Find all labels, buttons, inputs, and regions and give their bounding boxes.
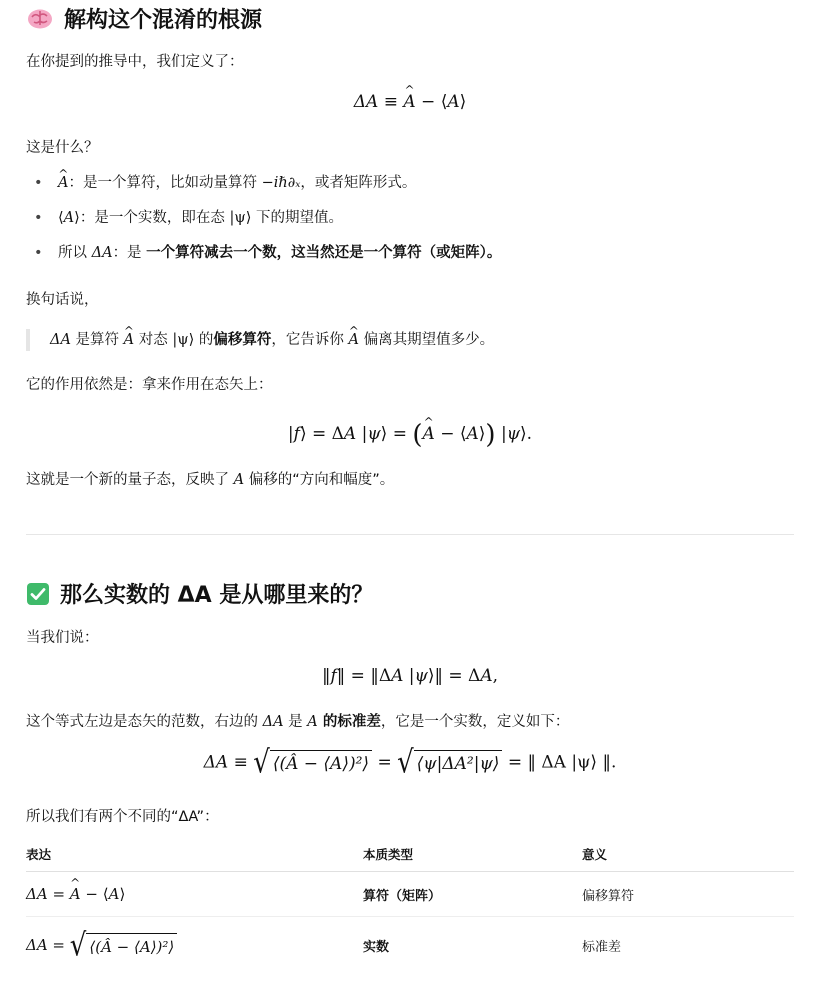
cell-meaning: 标准差 (582, 940, 622, 956)
table-row (26, 872, 794, 917)
state-ket: |ψ⟩ (229, 210, 252, 226)
section1-heading (26, 3, 262, 34)
blockquote: ΔA 是算符 A ^ 对态 |ψ⟩ 的偏移算符，它告诉你 A ^ 偏离其期望值多少。 (26, 329, 794, 351)
list-item: • 所以 ΔA：是 一个算符减去一个数，这当然还是一个算符（或矩阵）。 (26, 242, 794, 264)
brain-icon (26, 7, 54, 31)
section2-intro: 当我们说： (26, 630, 99, 646)
section2-heading (26, 578, 373, 609)
sqrt-expression: √ ⟨(Â − ⟨A⟩)²⟩ (253, 750, 372, 776)
two-types-text: 所以我们有两个不同的“ΔA”： (26, 809, 219, 825)
action-text: 它的作用依然是：拿来作用在态矢上： (26, 377, 273, 393)
delta-a: ΔA (91, 245, 113, 261)
momentum-operator: −iℏ∂ₓ (261, 175, 301, 191)
column-header-expression: 表达 (26, 837, 363, 872)
cell-type: 实数 (363, 940, 390, 956)
check-mark-icon (26, 582, 50, 606)
equation-2: |f⟩ = ΔA |ψ⟩ = (A ^ − ⟨A⟩) |ψ⟩. (26, 420, 794, 450)
comparison-table (26, 837, 794, 975)
equation-3: ‖f‖ = ‖ΔA |ψ⟩‖ = ΔA, (321, 666, 499, 686)
column-header-meaning: 意义 (582, 837, 794, 872)
cell-expression: ΔA = A ^ − ⟨A⟩ (26, 872, 363, 917)
expectation-value: ⟨A⟩ (58, 210, 80, 226)
cell-meaning: 偏移算符 (582, 872, 794, 917)
sqrt-expression: √ ⟨ψ|ΔA²|ψ⟩ (397, 750, 502, 776)
list-item: • ⟨A⟩：是一个实数，即在态 |ψ⟩ 下的期望值。 (26, 207, 794, 229)
operator-a-hat: A ^ (58, 172, 68, 194)
section1-intro: 在你提到的推导中，我们定义了： (26, 54, 244, 70)
std-description: 这个等式左边是态矢的范数，右边的 ΔA 是 A 的标准差，它是一个实数，定义如下： (26, 714, 570, 730)
cell-type: 算符（矩阵） (363, 872, 582, 917)
table-row (26, 917, 794, 975)
section-divider (26, 534, 794, 535)
rephrase-text: 换句话说， (26, 292, 99, 308)
equation-1: ΔA ≡ A ^ − ⟨A⟩ (26, 92, 794, 112)
conclusion-text: 这就是一个新的量子态，反映了 A 偏移的“方向和幅度”。 (26, 472, 395, 488)
question-text: 这是什么？ (26, 140, 99, 156)
cell-expression: ΔA = √ ⟨(Â − ⟨A⟩)²⟩ (26, 917, 363, 975)
column-header-type: 本质类型 (363, 837, 582, 872)
section1-title: 解构这个混淆的根源 (64, 8, 263, 33)
definition-list (26, 172, 794, 264)
equation-4: ΔA ≡ √ ⟨(Â − ⟨A⟩)²⟩ = √ ⟨ψ|ΔA²|ψ⟩ = ‖ ΔA |ψ⟩ ‖. (203, 745, 617, 781)
table-header-row (26, 837, 794, 872)
list-item: • A ^：是一个算符，比如动量算符 −iℏ∂ₓ，或者矩阵形式。 (26, 172, 794, 194)
section2-title: 那么实数的 ΔA 是从哪里来的？ (60, 583, 374, 608)
